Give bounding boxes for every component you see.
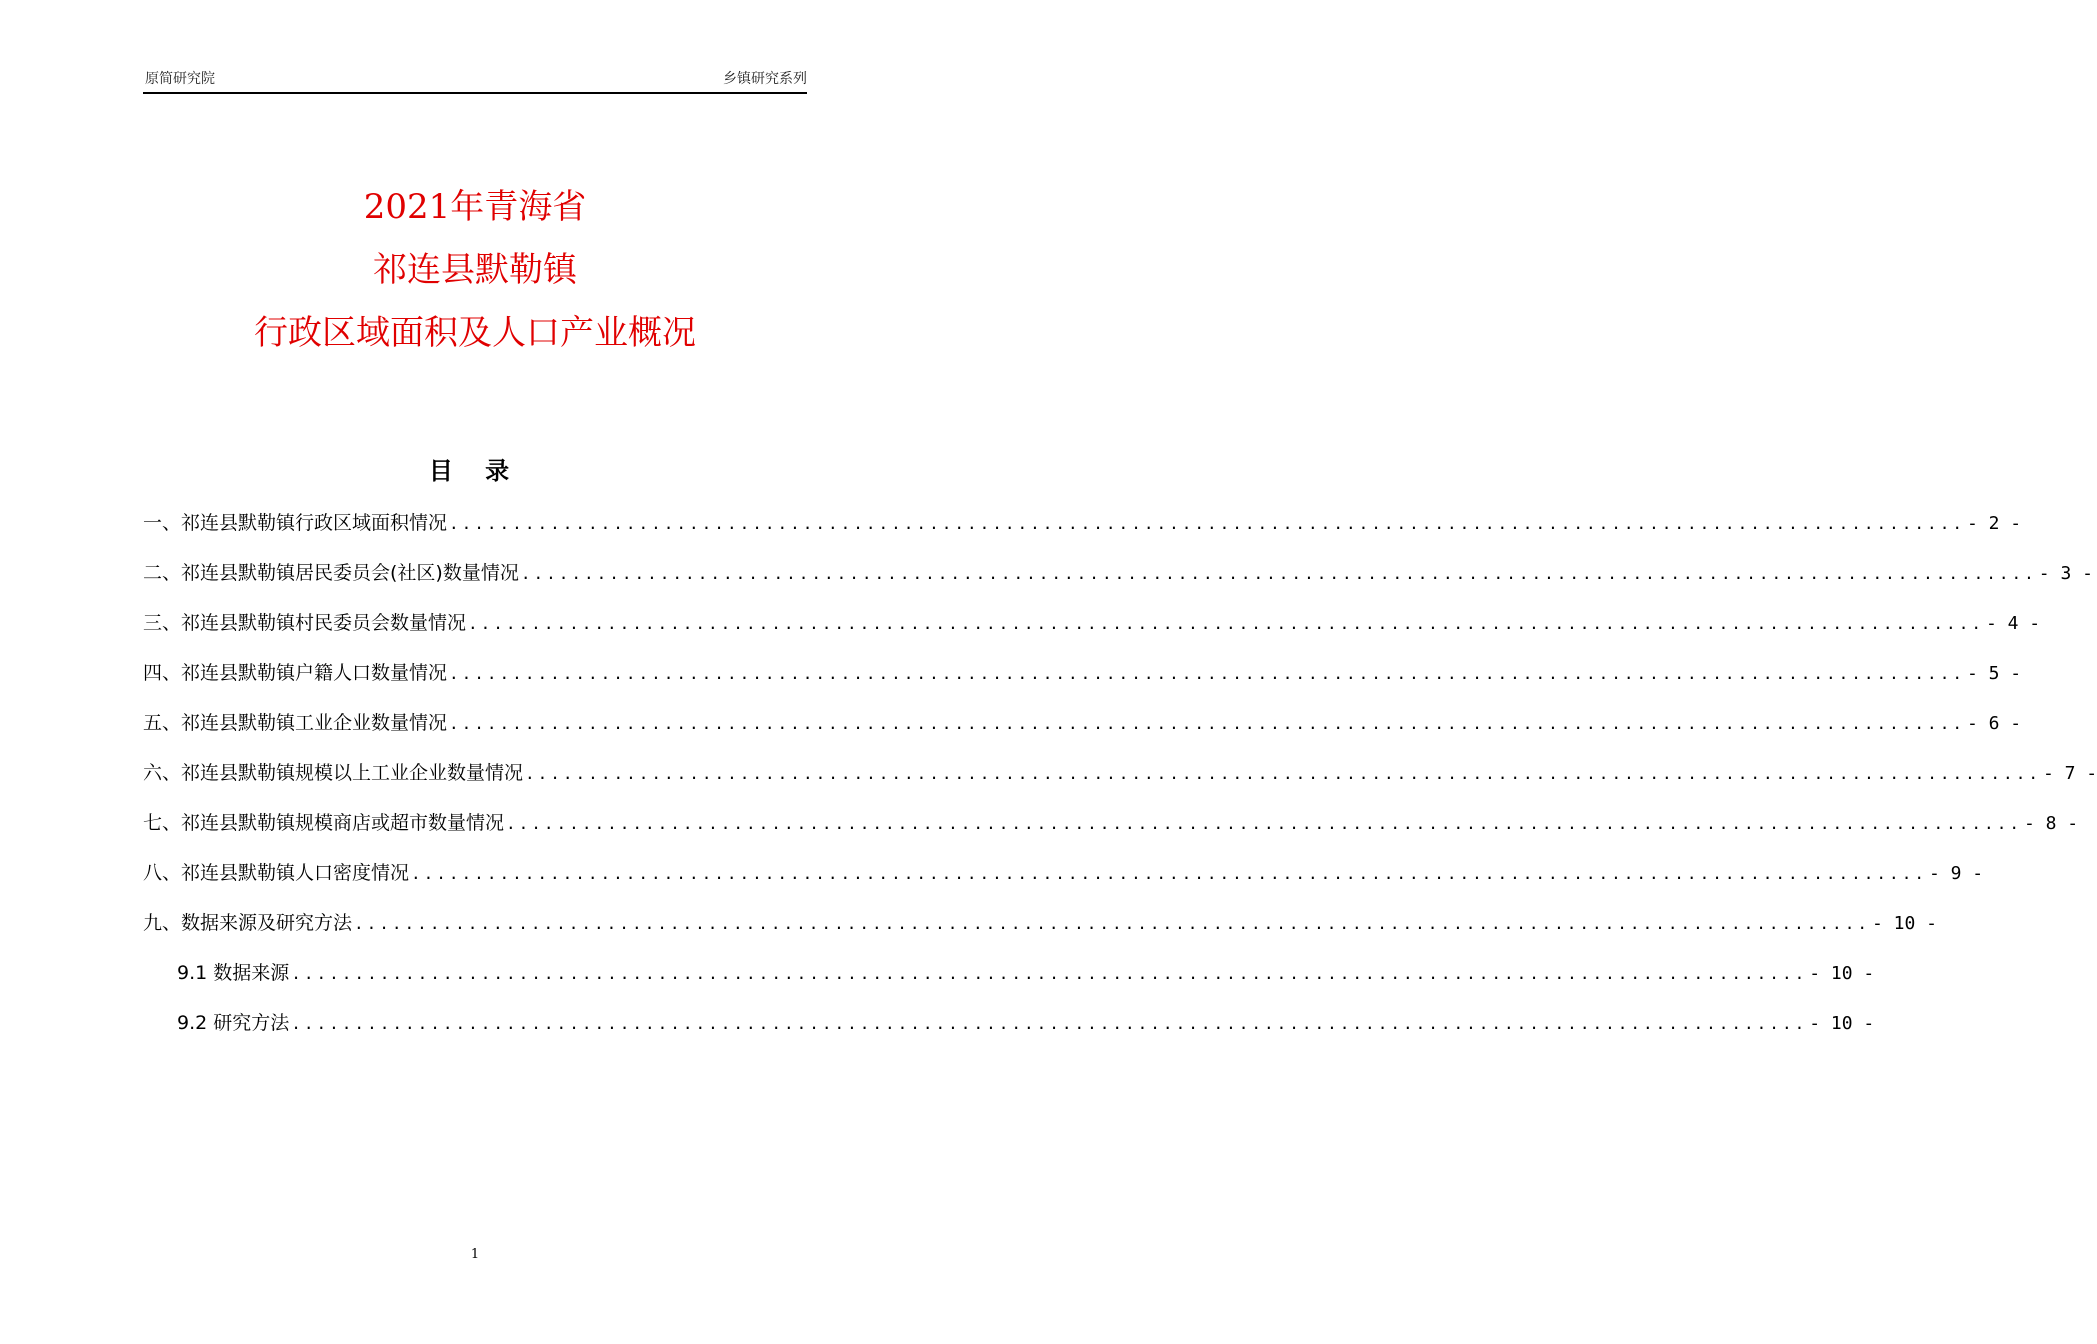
toc-leader-dots: ........................................................................................................................: [449, 514, 1965, 533]
toc-entry[interactable]: [143, 505, 2022, 555]
toc-entry[interactable]: [143, 555, 2093, 605]
toc-entry-text: 七、祁连县默勒镇规模商店或超市数量情况: [143, 812, 505, 834]
toc-entry-page: - 8 -: [2023, 813, 2079, 834]
toc-leader-dots: ........................................................................................................................: [411, 864, 1927, 883]
toc-entry[interactable]: [143, 655, 2022, 705]
page-number: 1: [470, 1247, 480, 1262]
toc-entry-page: - 2 -: [1966, 513, 2022, 534]
toc-entry-text: 一、祁连县默勒镇行政区域面积情况: [143, 512, 448, 534]
table-of-contents: [143, 505, 2097, 1055]
toc-entry[interactable]: [143, 605, 2041, 655]
toc-entry-page: - 10 -: [1871, 913, 1937, 934]
toc-entry[interactable]: [143, 805, 2079, 855]
toc-leader-dots: ........................................................................................................................: [291, 1014, 1808, 1033]
header-left-text: 原简研究院: [145, 71, 215, 87]
toc-subentry[interactable]: [143, 1005, 1875, 1055]
toc-entry-page: - 10 -: [1809, 963, 1875, 984]
toc-leader-dots: ........................................................................................................................: [449, 664, 1965, 683]
header-right-text: 乡镇研究系列: [723, 71, 807, 87]
toc-subentry[interactable]: [143, 955, 1875, 1005]
toc-leader-dots: ........................................................................................................................: [291, 964, 1808, 983]
toc-leader-dots: ........................................................................................................................: [520, 564, 2037, 583]
toc-entry-text: 五、祁连县默勒镇工业企业数量情况: [143, 712, 448, 734]
title-line-1: 2021年青海省: [363, 187, 587, 227]
title-line-2: 祁连县默勒镇: [373, 250, 577, 290]
toc-entry-page: - 5 -: [1966, 663, 2022, 684]
toc-entry[interactable]: [143, 755, 2097, 805]
toc-entry-page: - 3 -: [2038, 563, 2093, 584]
toc-entry-text: 九、数据来源及研究方法: [143, 912, 353, 934]
toc-heading: 目 录: [428, 457, 522, 485]
toc-leader-dots: ........................................................................................................................: [525, 764, 2041, 783]
toc-entry-page: - 10 -: [1809, 1013, 1875, 1034]
toc-leader-dots: ........................................................................................................................: [468, 614, 1984, 633]
toc-leader-dots: ........................................................................................................................: [506, 814, 2022, 833]
toc-entry-page: - 4 -: [1985, 613, 2041, 634]
toc-entry-text: 四、祁连县默勒镇户籍人口数量情况: [143, 662, 448, 684]
toc-entry-text: 八、祁连县默勒镇人口密度情况: [143, 862, 410, 884]
toc-entry[interactable]: [143, 855, 1984, 905]
toc-entry-text: 9.1 数据来源: [177, 962, 290, 984]
toc-entry-text: 六、祁连县默勒镇规模以上工业企业数量情况: [143, 762, 524, 784]
header-divider: [143, 92, 807, 94]
document-title: [0, 176, 950, 365]
toc-entry[interactable]: [143, 705, 2022, 755]
toc-entry-page: - 7 -: [2042, 763, 2097, 784]
toc-leader-dots: ........................................................................................................................: [354, 914, 1870, 933]
title-line-3: 行政区域面积及人口产业概况: [254, 313, 696, 353]
toc-entry-text: 三、祁连县默勒镇村民委员会数量情况: [143, 612, 467, 634]
toc-entry-page: - 9 -: [1928, 863, 1984, 884]
toc-leader-dots: ........................................................................................................................: [449, 714, 1965, 733]
toc-entry-text: 9.2 研究方法: [177, 1012, 290, 1034]
toc-entry-text: 二、祁连县默勒镇居民委员会(社区)数量情况: [143, 562, 519, 584]
toc-entry-page: - 6 -: [1966, 713, 2022, 734]
toc-entry[interactable]: [143, 905, 1937, 955]
